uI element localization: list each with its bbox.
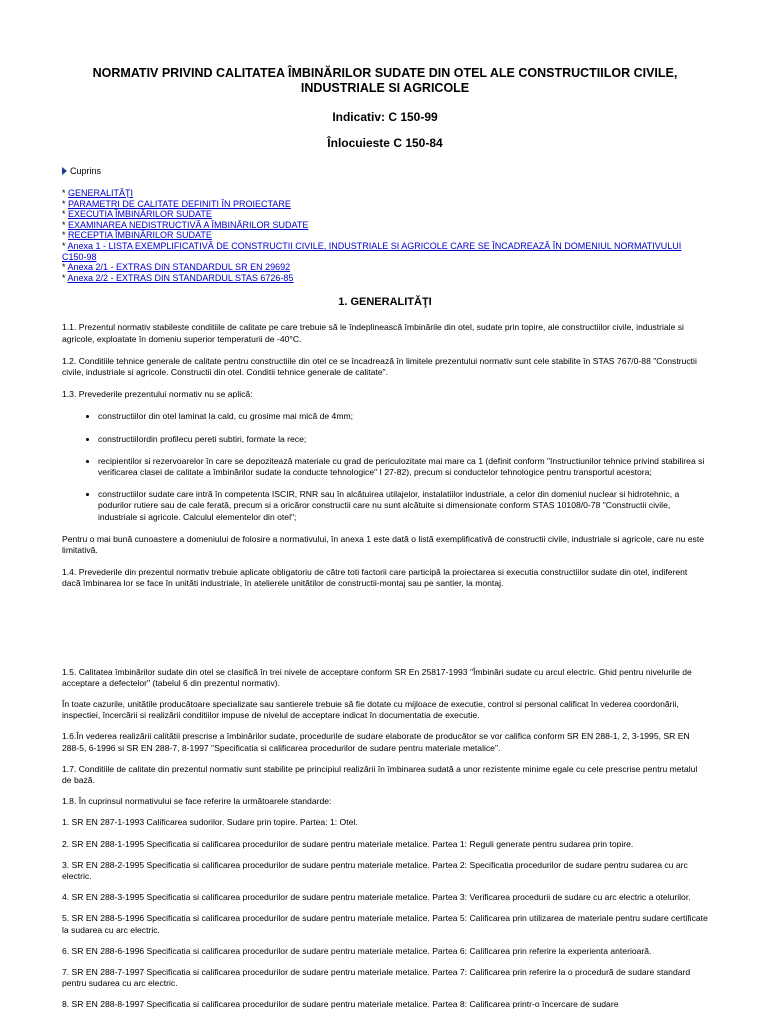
toc-toggle[interactable] xyxy=(62,166,708,176)
document-page xyxy=(62,0,708,1021)
paragraph-1-4: 1.4. Prevederile din prezentul normativ trebuie aplicate obligatoriu de către toti factorii care participă la proiectarea si executia constructiilor sudate din otel, indiferent dacă îmbinarea lor se face în unităti industriale, în atelierele unitătilor de constructii-montaj sau pe santier, la montaj. xyxy=(62,567,688,589)
paragraph-1-7: 1.7. Conditiile de calitate din prezentul normativ sunt stabilite pe principiul realizării în îmbinarea sudată a unor rezistente minime egale cu cele prescrise pentru metalul de bază. xyxy=(62,763,698,786)
standard-item: 5. SR EN 288-5-1996 Specificatia si calificarea procedurilor de sudare pentru materiale metalice. Partea 5: Calificarea prin utilizarea de materiale pentru sudare certificate la sudarea cu arc electric. xyxy=(62,913,708,935)
paragraph-1-3: 1.3. Prevederile prezentului normativ nu se aplică: xyxy=(62,389,253,400)
toc-bullet: * xyxy=(62,240,68,251)
toc-link-executia[interactable]: EXECUTIA ÎMBINĂRILOR SUDATE xyxy=(68,209,212,220)
toc-item xyxy=(62,241,708,262)
paragraph-1-5: 1.5. Calitatea îmbinărilor sudate din otel se clasifică în trei nivele de acceptare conform SR En 25817-1993 "Îmbinări sudate cu arcul electric. Ghid pentru nivelurile de acceptare a defectelor" (tabelul 6 din prezentul normativ). xyxy=(62,666,692,688)
toc-bullet: * xyxy=(62,230,69,241)
toc-bullet: * xyxy=(62,188,69,198)
paragraph-1-1: 1.1. Prezentul normativ stabileste conditiile de calitate pe care trebuie să le îndeplinească îmbinările din otel, sudate prin topire, ale constructiilor civile, industriale si agricole, exploatate în domeniu superior temperaturii de -40°C. xyxy=(62,322,684,344)
standard-item: 1. SR EN 287-1-1993 Calificarea sudorilor. Sudare prin topire. Partea: 1: Otel. xyxy=(62,817,358,828)
standard-item: 8. SR EN 288-8-1997 Specificatia si calificarea procedurilor de sudare pentru materiale metalice. Partea 8: Calificarea printr-o încercare de sudare xyxy=(62,999,619,1010)
paragraph-1-2: 1.2. Conditiile tehnice generale de calitate pentru constructiile din otel ce se încadrează în limitele prezentului normativ sunt cele stabilite în STAS 767/0-88 "Constructii civile, industriale si agricole. Constructii din otel. Conditii tehnice generale de calitate". xyxy=(62,355,697,377)
paragraph-1-8: 1.8. În cuprinsul normativului se face referire la următoarele standarde: xyxy=(62,796,332,807)
toc-item xyxy=(62,209,708,220)
section-heading: 1. GENERALITĂŢI xyxy=(338,296,432,309)
toc-item xyxy=(62,230,708,241)
indicativ-line: Indicativ: C 150-99 xyxy=(332,110,438,124)
toc-bullet: * xyxy=(62,272,68,283)
section-continued xyxy=(62,667,708,1011)
toc-link-anexa-1[interactable]: Anexa 1 - LISTA EXEMPLIFICATIVĂ DE CONSTRUCTII CIVILE, INDUSTRIALE SI AGRICOLE CARE SE ÎNCADREAZĂ ÎN DOMENIUL NORMATIVULUI C150-98 xyxy=(62,240,682,262)
toc-bullet: * xyxy=(62,262,68,273)
toc-bullet: * xyxy=(62,219,69,230)
standard-item: 2. SR EN 288-1-1995 Specificatia si calificarea procedurilor de sudare pentru materiale metalice. Partea 1: Reguli generate pentru sudarea prin topire. xyxy=(62,838,634,849)
standard-item: 3. SR EN 288-2-1995 Specificatia si calificarea procedurilor de sudare pentru materiale metalice. Partea 2: Specificatia procedurilor de sudare pentru sudarea cu arc electric. xyxy=(62,859,688,882)
toc-link-parametri[interactable]: PARAMETRI DE CALITATE DEFINITI ÎN PROIECTARE xyxy=(68,198,291,209)
paragraph-annex-note: Pentru o mai bună cunoastere a domeniului de folosire a normativului, în anexa 1 este dată o listă exemplificativă de constructii civile, industriale si agricole, care nu este limitativă. xyxy=(62,533,705,555)
standard-item: 7. SR EN 288-7-1997 Specificatia si calificarea procedurilor de sudare pentru materiale metalice. Partea 7: Calificarea prin referire la o procedură de sudare standard pentru sudarea cu arc electric. xyxy=(62,967,691,989)
standard-item: 4. SR EN 288-3-1995 Specificatia si calificarea procedurilor de sudare pentru materiale metalice. Partea 3: Verificarea procedurii de sudare cu arc electric a otelurilor. xyxy=(62,892,691,903)
toc-item xyxy=(62,199,708,210)
inlocuieste-line: Înlocuieste C 150-84 xyxy=(327,136,443,150)
triangle-right-icon xyxy=(62,167,67,175)
toc-item xyxy=(62,188,708,199)
toc-bullet: * xyxy=(62,209,69,220)
list-item: • recipientilor si rezervoarelor în care se depozitează materiale cu grad de periculozitate mai mare ca 1 (definit conform "Instructiunilor tehnice privind stabilirea si verificarea clasei de calitate a îmbinărilor sudate la conducte tehnologice" I 27-82), precum si conductelor tehnologice pentru transportul acestora; xyxy=(98,456,708,478)
toc-label: Cuprins xyxy=(70,166,102,176)
standard-item: 6. SR EN 288-6-1996 Specificatia si calificarea procedurilor de sudare pentru materiale metalice. Partea 6: Calificarea prin referire la experienta anterioară. xyxy=(62,945,652,956)
list-item: • constructiilor din otel laminat la cald, cu grosime mai mică de 4mm; xyxy=(98,411,708,422)
toc-item xyxy=(62,220,708,231)
table-of-contents xyxy=(62,188,708,283)
toc-item xyxy=(62,273,708,284)
toc-item xyxy=(62,262,708,273)
paragraph-unitati: În toate cazurile, unitătile producătoare specializate sau santierele trebuie să fie dotate cu mijloace de executie, control si personal calificat în vederea coordonării, inspectiei, încercării si realizării conditiilor impuse de nivelul de acceptare indicat în documentatia de executie. xyxy=(62,699,679,721)
toc-bullet: * xyxy=(62,198,69,209)
toc-link-examinarea[interactable]: EXAMINAREA NEDISTRUCTIVĂ A ÎMBINĂRILOR SUDATE xyxy=(68,219,309,230)
paragraph-1-6: 1.6.În vederea realizării calitătii prescrise a îmbinărilor sudate, procedurile de sudare elaborate de producător se vor califica conform SR EN 288-1, 2, 3-1995, SR EN 288-5, 6-1996 si SR EN 288-7, 8-1997 "Specificatia si calificarea procedurilor de sudare pentru materiale metalice". xyxy=(62,731,690,753)
toc-link-generalitati[interactable]: GENERALITĂŢI xyxy=(68,188,134,198)
toc-link-anexa-2-1[interactable]: Anexa 2/1 - EXTRAS DIN STANDARDUL SR EN 29692 xyxy=(67,262,291,273)
page-break-spacer xyxy=(62,601,708,667)
list-item: • constructiilordin profilecu pereti subtiri, formate la rece; xyxy=(98,434,708,445)
toc-link-receptia[interactable]: RECEPTIA ÎMBINĂRILOR SUDATE xyxy=(68,230,212,241)
toc-link-anexa-2-2[interactable]: Anexa 2/2 - EXTRAS DIN STANDARDUL STAS 6726-85 xyxy=(67,272,294,283)
list-item: • constructiilor sudate care intră în competenta ISCIR, RNR sau în alcătuirea utilajelor, instalatiilor industriale, a celor din domeniul nuclear si hidrotehnic, a podurilor rutiere sau de cale ferată, precum si a oricăror constructii care nu sunt alcătuite si dimensionate conform STAS 10108/0-78 "Constructii civile, industriale si agricole. Calculul elementelor din otel"; xyxy=(98,489,708,523)
exclusions-list xyxy=(62,411,708,522)
document-title: NORMATIV PRIVIND CALITATEA ÎMBINĂRILOR SUDATE DIN OTEL ALE CONSTRUCTIILOR CIVILE, INDUSTRIALE SI AGRICOLE xyxy=(92,66,678,95)
